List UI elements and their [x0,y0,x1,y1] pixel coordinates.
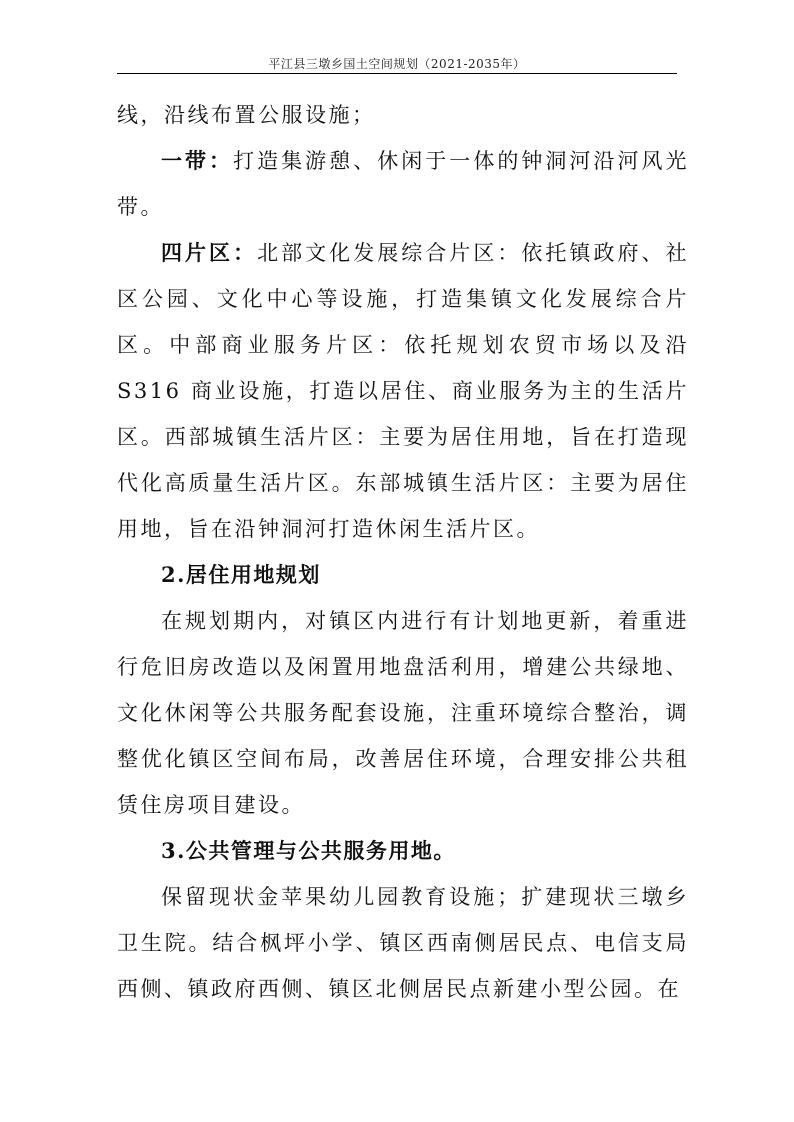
section-heading-residential: 2.居住用地规划 [161,562,321,587]
paragraph-text: 线，沿线布置公服设施； [117,103,376,127]
paragraph-lead: 四片区： [161,240,258,265]
page-header: 平江县三墩乡国土空间规划（2021-2035年） [268,57,526,71]
paragraph-lead: 一带： [161,148,234,173]
paragraph-text: 打造集游憩、休闲于一体的钟洞河沿河风光带。 [117,149,690,219]
document-body [117,92,689,1012]
section-body-residential: 在规划期内，对镇区内进行有计划地更新，着重进行危旧房改造以及闲置用地盘活利用，增建公共绿地、文化休闲等公共服务配套设施，注重环境综合整治，调整优化镇区空间布局，改善居住环境，合理安排公共租赁住房项目建设。 [117,609,689,817]
paragraph-text: 北部文化发展综合片区：依托镇政府、社区公园、文化中心等设施，打造集镇文化发展综合片区。中部商业服务片区：依托规划农贸市场以及沿 S316 商业设施，打造以居住、商业服务为主的生活片区。西部城镇生活片区：主要为居住用地，旨在打造现代化高质量生活片区。东部城镇生活片区：主要为居住用地，旨在沿钟洞河打造休闲生活片区。 [117,241,690,541]
section-heading-public-service: 3.公共管理与公共服务用地。 [161,838,456,863]
paragraph-four-zones [117,230,689,552]
paragraph-continuation [117,92,689,138]
header-divider [117,73,677,74]
section-body-public-service: 保留现状金苹果幼儿园教育设施；扩建现状三墩乡卫生院。结合枫坪小学、镇区西南侧居民点、电信支局西侧、镇政府西侧、镇区北侧居民点新建小型公园。在 [117,885,689,1001]
paragraph-one-belt [117,138,689,230]
